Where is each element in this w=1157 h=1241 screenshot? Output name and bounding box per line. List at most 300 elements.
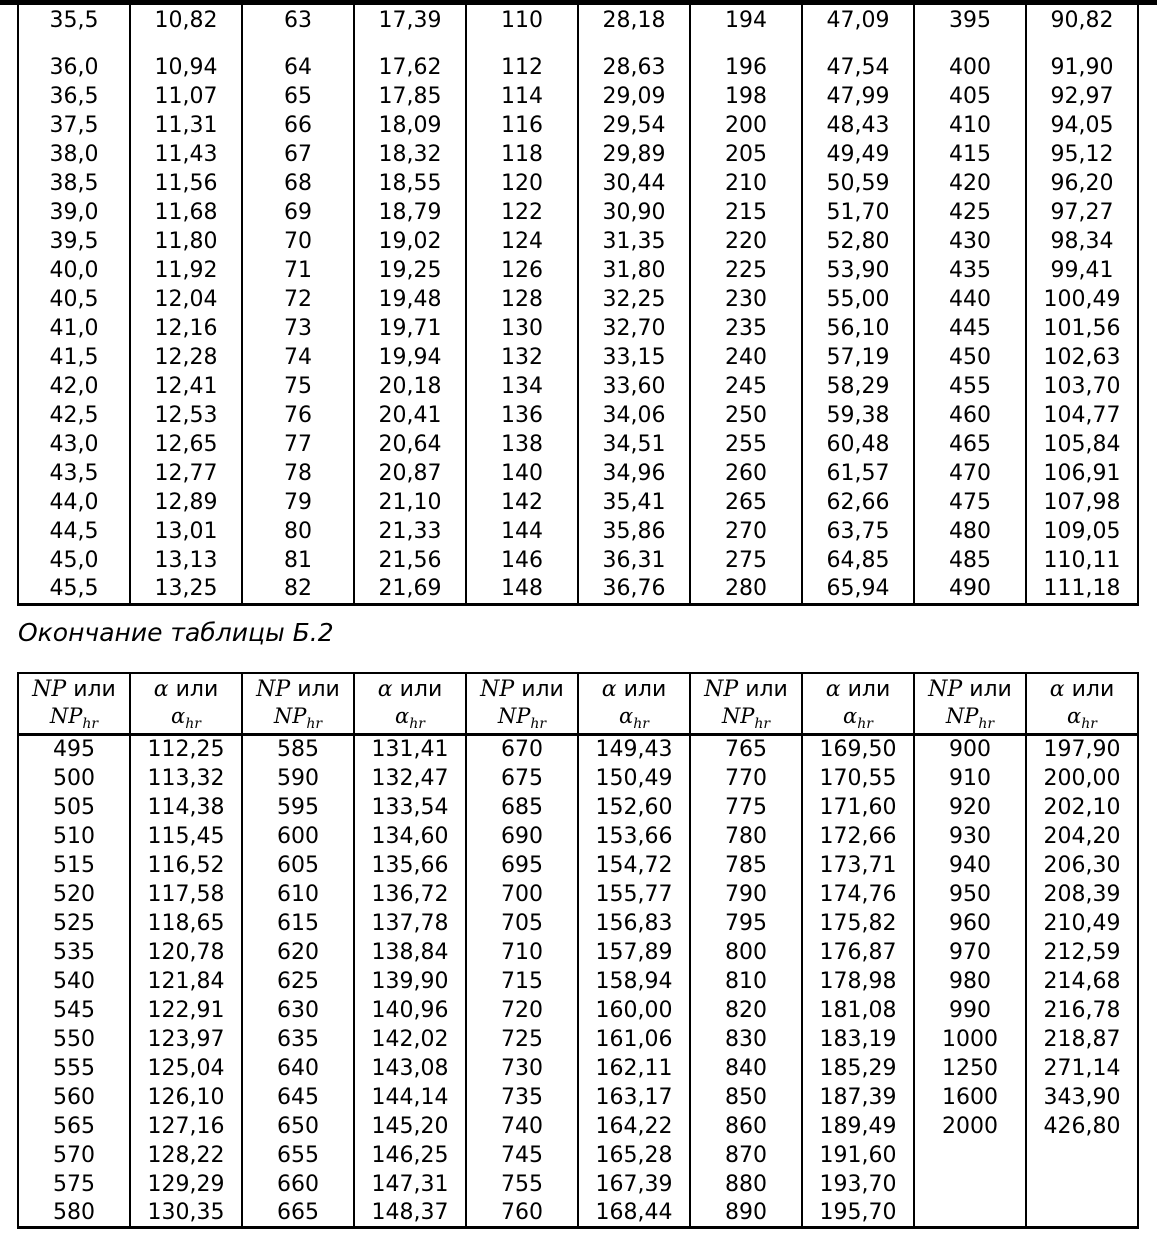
table-row bbox=[18, 517, 1138, 546]
table-cell: 160,00 bbox=[578, 996, 690, 1025]
table-cell: 63,75 bbox=[802, 517, 914, 546]
table-cell: 185,29 bbox=[802, 1054, 914, 1083]
table-cell: 134,60 bbox=[354, 822, 466, 851]
table-row bbox=[18, 372, 1138, 401]
column-header-line2 bbox=[243, 703, 353, 733]
table-cell: 820 bbox=[690, 996, 802, 1025]
table-cell: 71 bbox=[242, 256, 354, 285]
table-cell: 52,80 bbox=[802, 227, 914, 256]
table-cell: 210,49 bbox=[1026, 909, 1138, 938]
table-cell: 129,29 bbox=[130, 1170, 242, 1199]
table-cell: 144 bbox=[466, 517, 578, 546]
table-cell: 140 bbox=[466, 459, 578, 488]
table-cell: 30,44 bbox=[578, 169, 690, 198]
table-cell: 12,41 bbox=[130, 372, 242, 401]
table-cell: 230 bbox=[690, 285, 802, 314]
table-cell: 90,82 bbox=[1026, 5, 1138, 53]
table-cell: 35,41 bbox=[578, 488, 690, 517]
table-cell: 113,32 bbox=[130, 764, 242, 793]
table-cell: 990 bbox=[914, 996, 1026, 1025]
table-cell: 134 bbox=[466, 372, 578, 401]
column-header bbox=[690, 673, 802, 735]
table-cell: 715 bbox=[466, 967, 578, 996]
column-header-line1: NP или bbox=[32, 677, 116, 702]
column-header-line2 bbox=[915, 703, 1025, 733]
table-cell: 29,89 bbox=[578, 140, 690, 169]
table-cell: 660 bbox=[242, 1170, 354, 1199]
table-cell: 210 bbox=[690, 169, 802, 198]
table-cell: 102,63 bbox=[1026, 343, 1138, 372]
column-header bbox=[578, 673, 690, 735]
table-cell: 585 bbox=[242, 735, 354, 764]
table-row bbox=[18, 198, 1138, 227]
table-row bbox=[18, 938, 1138, 967]
table-cell: 124 bbox=[466, 227, 578, 256]
table-cell: 49,49 bbox=[802, 140, 914, 169]
column-header bbox=[914, 673, 1026, 735]
table-cell: 94,05 bbox=[1026, 111, 1138, 140]
table-cell: 146 bbox=[466, 546, 578, 575]
table-cell: 655 bbox=[242, 1141, 354, 1170]
table-cell: 19,48 bbox=[354, 285, 466, 314]
table-row bbox=[18, 1054, 1138, 1083]
table-cell: 480 bbox=[914, 517, 1026, 546]
table-cell: 55,00 bbox=[802, 285, 914, 314]
table-cell: 155,77 bbox=[578, 880, 690, 909]
table-cell: 745 bbox=[466, 1141, 578, 1170]
table-cell: 465 bbox=[914, 430, 1026, 459]
table-cell: 720 bbox=[466, 996, 578, 1025]
column-header-line2 bbox=[691, 703, 801, 733]
table-row bbox=[18, 82, 1138, 111]
table-cell: 161,06 bbox=[578, 1025, 690, 1054]
table-row bbox=[18, 53, 1138, 82]
table-cell: 101,56 bbox=[1026, 314, 1138, 343]
table-cell: 195,70 bbox=[802, 1199, 914, 1228]
table-cell: 59,38 bbox=[802, 401, 914, 430]
table-cell: 39,0 bbox=[18, 198, 130, 227]
table-cell: 880 bbox=[690, 1170, 802, 1199]
table-cell: 61,57 bbox=[802, 459, 914, 488]
table-cell: 44,0 bbox=[18, 488, 130, 517]
table-cell: 216,78 bbox=[1026, 996, 1138, 1025]
table-cell: 127,16 bbox=[130, 1112, 242, 1141]
table-cell: 80 bbox=[242, 517, 354, 546]
table-cell: 850 bbox=[690, 1083, 802, 1112]
table-cell: 280 bbox=[690, 575, 802, 604]
table-cell: 36,0 bbox=[18, 53, 130, 82]
math-variable: hr bbox=[857, 716, 873, 733]
table-cell: 64,85 bbox=[802, 546, 914, 575]
table-cell: 212,59 bbox=[1026, 938, 1138, 967]
table-row bbox=[18, 401, 1138, 430]
table-cell: 154,72 bbox=[578, 851, 690, 880]
table-cell: 710 bbox=[466, 938, 578, 967]
table-row bbox=[18, 1170, 1138, 1199]
table-cell: 67 bbox=[242, 140, 354, 169]
table-cell: 520 bbox=[18, 880, 130, 909]
table-cell: 490 bbox=[914, 575, 1026, 604]
table-cell: 56,10 bbox=[802, 314, 914, 343]
math-variable: NP bbox=[49, 704, 83, 728]
math-subscript bbox=[978, 716, 994, 732]
table-cell: 1250 bbox=[914, 1054, 1026, 1083]
table-cell: 169,50 bbox=[802, 735, 914, 764]
math-variable: hr bbox=[82, 716, 99, 733]
table-cell: 122 bbox=[466, 198, 578, 227]
table-cell: 12,04 bbox=[130, 285, 242, 314]
table-cell: 440 bbox=[914, 285, 1026, 314]
math-variable: NP bbox=[32, 677, 67, 702]
table-cell: 620 bbox=[242, 938, 354, 967]
table-cell: 116,52 bbox=[130, 851, 242, 880]
table-cell: 114 bbox=[466, 82, 578, 111]
table-cell: 164,22 bbox=[578, 1112, 690, 1141]
table-cell bbox=[1026, 1141, 1138, 1170]
table-cell: 735 bbox=[466, 1083, 578, 1112]
table-cell: 144,14 bbox=[354, 1083, 466, 1112]
table-cell: 128,22 bbox=[130, 1141, 242, 1170]
table-cell: 75 bbox=[242, 372, 354, 401]
table-cell: 53,90 bbox=[802, 256, 914, 285]
table-cell: 125,04 bbox=[130, 1054, 242, 1083]
table-cell: 63 bbox=[242, 5, 354, 53]
table-cell: 575 bbox=[18, 1170, 130, 1199]
table-cell: 168,44 bbox=[578, 1199, 690, 1228]
column-header-line2 bbox=[803, 703, 913, 733]
table-cell: 66 bbox=[242, 111, 354, 140]
table-cell: 131,41 bbox=[354, 735, 466, 764]
table-cell: 72 bbox=[242, 285, 354, 314]
table-row bbox=[18, 1083, 1138, 1112]
table-cell: 20,41 bbox=[354, 401, 466, 430]
table-row bbox=[18, 227, 1138, 256]
table-cell: 99,41 bbox=[1026, 256, 1138, 285]
table-cell: 485 bbox=[914, 546, 1026, 575]
table-cell: 204,20 bbox=[1026, 822, 1138, 851]
table-cell: 790 bbox=[690, 880, 802, 909]
math-variable: hr bbox=[1081, 716, 1097, 733]
table-cell: 11,43 bbox=[130, 140, 242, 169]
table-cell: 176,87 bbox=[802, 938, 914, 967]
math-variable: α bbox=[377, 677, 393, 702]
table-cell: 40,0 bbox=[18, 256, 130, 285]
table-cell: 62,66 bbox=[802, 488, 914, 517]
table-cell: 890 bbox=[690, 1199, 802, 1228]
column-header-line1: NP или bbox=[704, 677, 788, 702]
table-cell: 120,78 bbox=[130, 938, 242, 967]
table-cell: 145,20 bbox=[354, 1112, 466, 1141]
table-cell: 10,94 bbox=[130, 53, 242, 82]
table-cell: 565 bbox=[18, 1112, 130, 1141]
table-cell: 19,02 bbox=[354, 227, 466, 256]
table-row bbox=[18, 822, 1138, 851]
table-cell: 665 bbox=[242, 1199, 354, 1228]
table-cell: 142 bbox=[466, 488, 578, 517]
table-cell: 20,18 bbox=[354, 372, 466, 401]
table-cell: 17,39 bbox=[354, 5, 466, 53]
table-cell: 400 bbox=[914, 53, 1026, 82]
table-cell: 30,90 bbox=[578, 198, 690, 227]
table-row bbox=[18, 343, 1138, 372]
table-cell: 146,25 bbox=[354, 1141, 466, 1170]
table-cell: 13,13 bbox=[130, 546, 242, 575]
table-cell: 810 bbox=[690, 967, 802, 996]
table-cell: 38,5 bbox=[18, 169, 130, 198]
table-cell: 675 bbox=[466, 764, 578, 793]
table-cell: 32,70 bbox=[578, 314, 690, 343]
table-cell: 206,30 bbox=[1026, 851, 1138, 880]
table-cell: 136,72 bbox=[354, 880, 466, 909]
table-cell: 28,18 bbox=[578, 5, 690, 53]
table-cell: 130 bbox=[466, 314, 578, 343]
table-cell: 117,58 bbox=[130, 880, 242, 909]
table-cell: 96,20 bbox=[1026, 169, 1138, 198]
table-cell: 700 bbox=[466, 880, 578, 909]
table-cell: 29,09 bbox=[578, 82, 690, 111]
table-cell: 98,34 bbox=[1026, 227, 1138, 256]
table-cell: 42,0 bbox=[18, 372, 130, 401]
table-cell: 28,63 bbox=[578, 53, 690, 82]
table-cell: 475 bbox=[914, 488, 1026, 517]
table-cell: 235 bbox=[690, 314, 802, 343]
table-cell: 740 bbox=[466, 1112, 578, 1141]
table-cell: 200 bbox=[690, 111, 802, 140]
column-header-line2 bbox=[1027, 703, 1137, 733]
table-cell: 148,37 bbox=[354, 1199, 466, 1228]
table-cell: 426,80 bbox=[1026, 1112, 1138, 1141]
table-cell: 153,66 bbox=[578, 822, 690, 851]
table-cell: 36,31 bbox=[578, 546, 690, 575]
table-cell: 77 bbox=[242, 430, 354, 459]
table-cell: 31,35 bbox=[578, 227, 690, 256]
math-variable: hr bbox=[306, 716, 323, 733]
table-cell: 36,76 bbox=[578, 575, 690, 604]
table-cell: 122,91 bbox=[130, 996, 242, 1025]
table-cell: 245 bbox=[690, 372, 802, 401]
table-cell: 191,60 bbox=[802, 1141, 914, 1170]
table-cell: 265 bbox=[690, 488, 802, 517]
table-cell: 13,25 bbox=[130, 575, 242, 604]
math-variable: NP bbox=[721, 704, 755, 728]
table-cell: 271,14 bbox=[1026, 1054, 1138, 1083]
table-cell: 136 bbox=[466, 401, 578, 430]
table-cell: 650 bbox=[242, 1112, 354, 1141]
table-cell: 109,05 bbox=[1026, 517, 1138, 546]
table-cell: 18,32 bbox=[354, 140, 466, 169]
table-cell: 57,19 bbox=[802, 343, 914, 372]
table-cell: 590 bbox=[242, 764, 354, 793]
table-cell: 132,47 bbox=[354, 764, 466, 793]
math-subscript bbox=[306, 716, 322, 732]
math-subscript bbox=[1081, 716, 1097, 732]
table-cell: 645 bbox=[242, 1083, 354, 1112]
table-cell: 17,62 bbox=[354, 53, 466, 82]
table-cell: 60,48 bbox=[802, 430, 914, 459]
table-cell: 515 bbox=[18, 851, 130, 880]
table-cell: 19,25 bbox=[354, 256, 466, 285]
table-row bbox=[18, 575, 1138, 604]
table-cell: 48,43 bbox=[802, 111, 914, 140]
table-row bbox=[18, 140, 1138, 169]
table-cell: 138 bbox=[466, 430, 578, 459]
table-cell: 189,49 bbox=[802, 1112, 914, 1141]
table-cell: 167,39 bbox=[578, 1170, 690, 1199]
table-cell: 11,31 bbox=[130, 111, 242, 140]
math-variable: hr bbox=[530, 716, 547, 733]
table-cell: 198 bbox=[690, 82, 802, 111]
table-cell: 11,68 bbox=[130, 198, 242, 227]
table-cell: 140,96 bbox=[354, 996, 466, 1025]
table-cell: 137,78 bbox=[354, 909, 466, 938]
table-cell: 205 bbox=[690, 140, 802, 169]
table-cell: 343,90 bbox=[1026, 1083, 1138, 1112]
math-variable: hr bbox=[409, 716, 425, 733]
table-cell: 69 bbox=[242, 198, 354, 227]
table-cell: 525 bbox=[18, 909, 130, 938]
column-header bbox=[130, 673, 242, 735]
column-header-line1: α или bbox=[601, 677, 667, 702]
table-cell: 215 bbox=[690, 198, 802, 227]
table-cell: 20,87 bbox=[354, 459, 466, 488]
table-cell: 960 bbox=[914, 909, 1026, 938]
table-cell: 240 bbox=[690, 343, 802, 372]
table-cell: 106,91 bbox=[1026, 459, 1138, 488]
table-cell: 12,28 bbox=[130, 343, 242, 372]
table-cell: 118,65 bbox=[130, 909, 242, 938]
table-cell: 1600 bbox=[914, 1083, 1026, 1112]
math-variable: α bbox=[171, 704, 186, 728]
table-cell: 147,31 bbox=[354, 1170, 466, 1199]
table-cell: 275 bbox=[690, 546, 802, 575]
table-cell: 130,35 bbox=[130, 1199, 242, 1228]
table-cell: 37,5 bbox=[18, 111, 130, 140]
math-variable: α bbox=[153, 677, 169, 702]
table-row bbox=[18, 735, 1138, 764]
table-cell: 218,87 bbox=[1026, 1025, 1138, 1054]
table-cell: 157,89 bbox=[578, 938, 690, 967]
table-cell: 123,97 bbox=[130, 1025, 242, 1054]
table-row bbox=[18, 5, 1138, 53]
table-row bbox=[18, 546, 1138, 575]
table-row bbox=[18, 909, 1138, 938]
math-variable: hr bbox=[185, 716, 201, 733]
table-cell: 175,82 bbox=[802, 909, 914, 938]
table-cell: 174,76 bbox=[802, 880, 914, 909]
math-variable: hr bbox=[978, 716, 995, 733]
table-cell: 800 bbox=[690, 938, 802, 967]
table-cell: 18,55 bbox=[354, 169, 466, 198]
math-variable: α bbox=[1049, 677, 1065, 702]
table-cell: 270 bbox=[690, 517, 802, 546]
table-cell: 104,77 bbox=[1026, 401, 1138, 430]
table-cell: 695 bbox=[466, 851, 578, 880]
table-cell: 81 bbox=[242, 546, 354, 575]
table-cell: 76 bbox=[242, 401, 354, 430]
table-cell: 830 bbox=[690, 1025, 802, 1054]
table-cell: 495 bbox=[18, 735, 130, 764]
table-cell: 58,29 bbox=[802, 372, 914, 401]
table-cell: 785 bbox=[690, 851, 802, 880]
table-cell: 105,84 bbox=[1026, 430, 1138, 459]
table-cell: 114,38 bbox=[130, 793, 242, 822]
table-cell: 41,5 bbox=[18, 343, 130, 372]
table-cell: 214,68 bbox=[1026, 967, 1138, 996]
table-b2-part2-head bbox=[18, 673, 1138, 735]
column-header-line1: NP или bbox=[928, 677, 1012, 702]
table-cell: 450 bbox=[914, 343, 1026, 372]
table-cell: 430 bbox=[914, 227, 1026, 256]
table-cell bbox=[914, 1141, 1026, 1170]
column-header-line1: α или bbox=[153, 677, 219, 702]
table-cell: 162,11 bbox=[578, 1054, 690, 1083]
table-cell: 197,90 bbox=[1026, 735, 1138, 764]
table-b2-part2-body bbox=[18, 735, 1138, 1228]
table-cell: 12,77 bbox=[130, 459, 242, 488]
table-cell: 73 bbox=[242, 314, 354, 343]
table-cell: 165,28 bbox=[578, 1141, 690, 1170]
table-cell: 605 bbox=[242, 851, 354, 880]
column-header-line1: NP или bbox=[480, 677, 564, 702]
table-cell: 132 bbox=[466, 343, 578, 372]
table-cell: 460 bbox=[914, 401, 1026, 430]
table-cell: 250 bbox=[690, 401, 802, 430]
table-cell: 116 bbox=[466, 111, 578, 140]
table-cell: 64 bbox=[242, 53, 354, 82]
table-cell: 40,5 bbox=[18, 285, 130, 314]
table-cell: 13,01 bbox=[130, 517, 242, 546]
table-cell: 45,0 bbox=[18, 546, 130, 575]
table-cell bbox=[914, 1170, 1026, 1199]
table-cell: 420 bbox=[914, 169, 1026, 198]
table-cell: 143,08 bbox=[354, 1054, 466, 1083]
column-header-line2 bbox=[467, 703, 577, 733]
table-cell: 39,5 bbox=[18, 227, 130, 256]
table-cell: 126 bbox=[466, 256, 578, 285]
table-row bbox=[18, 996, 1138, 1025]
table-cell: 194 bbox=[690, 5, 802, 53]
column-header-line2 bbox=[579, 703, 689, 733]
table-cell: 775 bbox=[690, 793, 802, 822]
table-cell: 435 bbox=[914, 256, 1026, 285]
table-cell: 970 bbox=[914, 938, 1026, 967]
table-cell: 12,53 bbox=[130, 401, 242, 430]
table-cell: 79 bbox=[242, 488, 354, 517]
table-cell: 44,5 bbox=[18, 517, 130, 546]
column-header-line1: NP или bbox=[256, 677, 340, 702]
column-header bbox=[354, 673, 466, 735]
table-cell: 181,08 bbox=[802, 996, 914, 1025]
table-cell: 183,19 bbox=[802, 1025, 914, 1054]
table-cell: 20,64 bbox=[354, 430, 466, 459]
table-cell: 68 bbox=[242, 169, 354, 198]
table-cell: 110 bbox=[466, 5, 578, 53]
table-row bbox=[18, 430, 1138, 459]
table-cell: 535 bbox=[18, 938, 130, 967]
table-cell: 47,09 bbox=[802, 5, 914, 53]
table-cell: 11,92 bbox=[130, 256, 242, 285]
table-cell: 47,99 bbox=[802, 82, 914, 111]
table-cell: 158,94 bbox=[578, 967, 690, 996]
table-row bbox=[18, 1025, 1138, 1054]
table-cell: 900 bbox=[914, 735, 1026, 764]
table-cell: 950 bbox=[914, 880, 1026, 909]
math-variable: α bbox=[619, 704, 634, 728]
table-cell: 200,00 bbox=[1026, 764, 1138, 793]
table-cell: 35,5 bbox=[18, 5, 130, 53]
table-cell: 10,82 bbox=[130, 5, 242, 53]
table-cell: 220 bbox=[690, 227, 802, 256]
